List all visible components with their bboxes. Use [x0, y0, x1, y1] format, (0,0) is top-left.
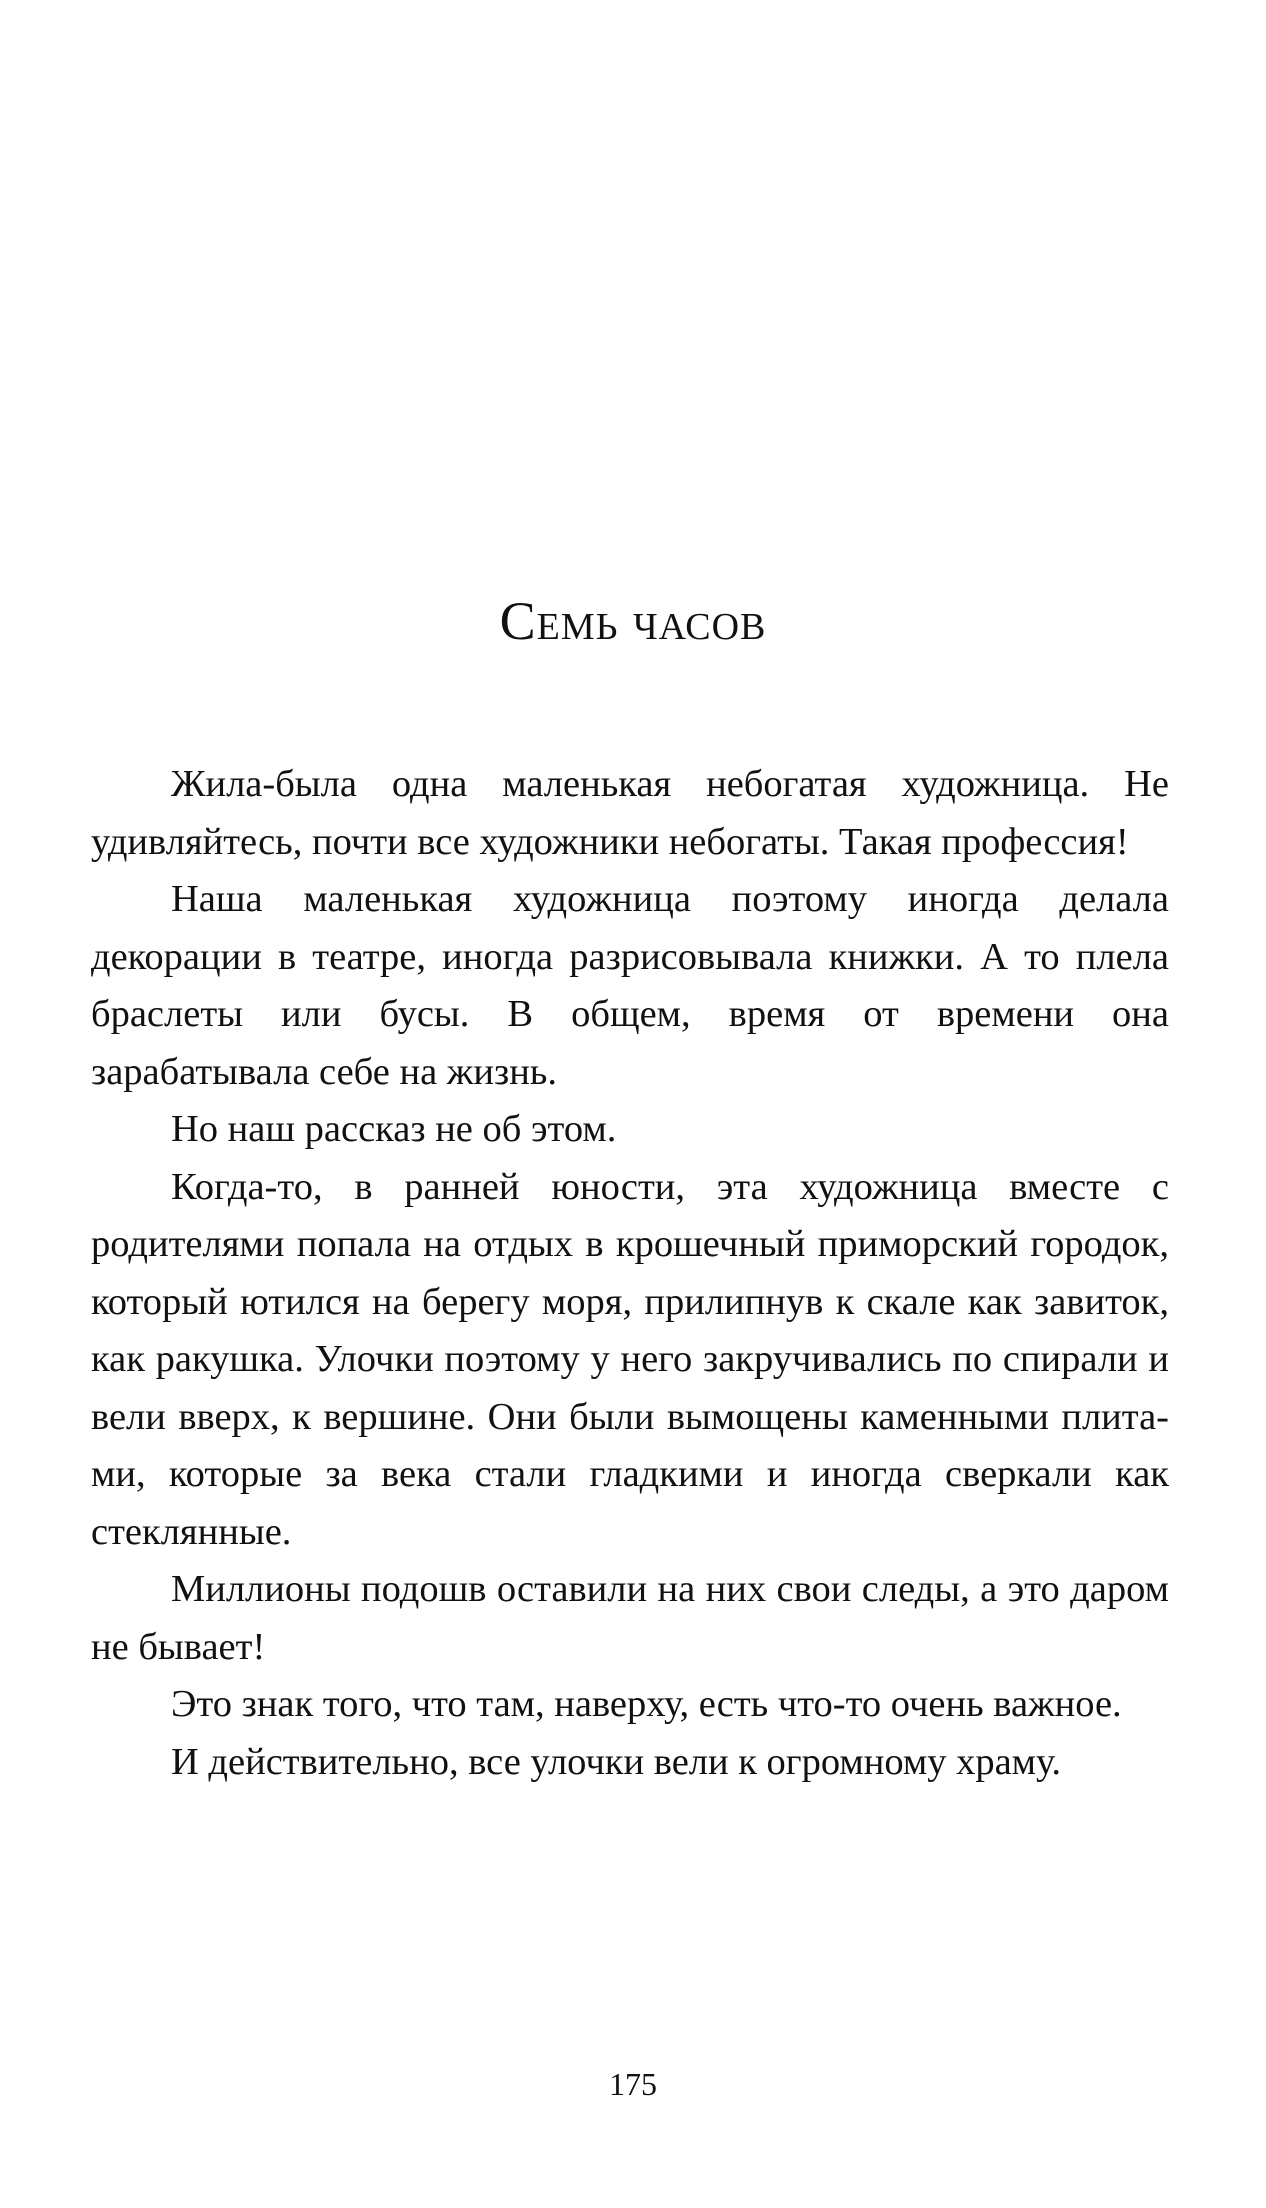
page-number: 175 [609, 2066, 657, 2102]
paragraph: Наша маленькая художница поэтому иногда делала декорации в театре, иногда разрисовывала книжки. А то плела браслеты или бусы. В общем, время от времени она зарабатывала себе на жизнь. [91, 878, 1169, 1093]
paragraph: И действительно, все улочки вели к огромному храму. [171, 1740, 1062, 1783]
paragraph: Когда-то, в ранней юности, эта художница вместе с родителями попала на отдых в крошечный приморский городок, который ютился на берегу моря, прилипнув к скале как завиток, как ракушка. Улочки поэтому у него закручивались по спирали и вели вверх, к вершине. Они были вымощены каменными плитами, которые за века стали гладкими и иногда сверкали как стеклянные. [91, 1165, 1169, 1553]
paragraph: Жила-была одна маленькая небогатая художница. Не удивляйтесь, почти все художники небогаты. Такая профессия! [91, 763, 1169, 863]
chapter-title: Семь часов [499, 591, 767, 651]
paragraph: Это знак того, что там, наверху, есть что-то очень важное. [171, 1683, 1122, 1725]
paragraph: Миллионы подошв оставили на них свои следы, а это даром не бывает! [91, 1568, 1169, 1668]
paragraph: Но наш рассказ не об этом. [171, 1108, 617, 1150]
chapter-body [91, 756, 1169, 1791]
